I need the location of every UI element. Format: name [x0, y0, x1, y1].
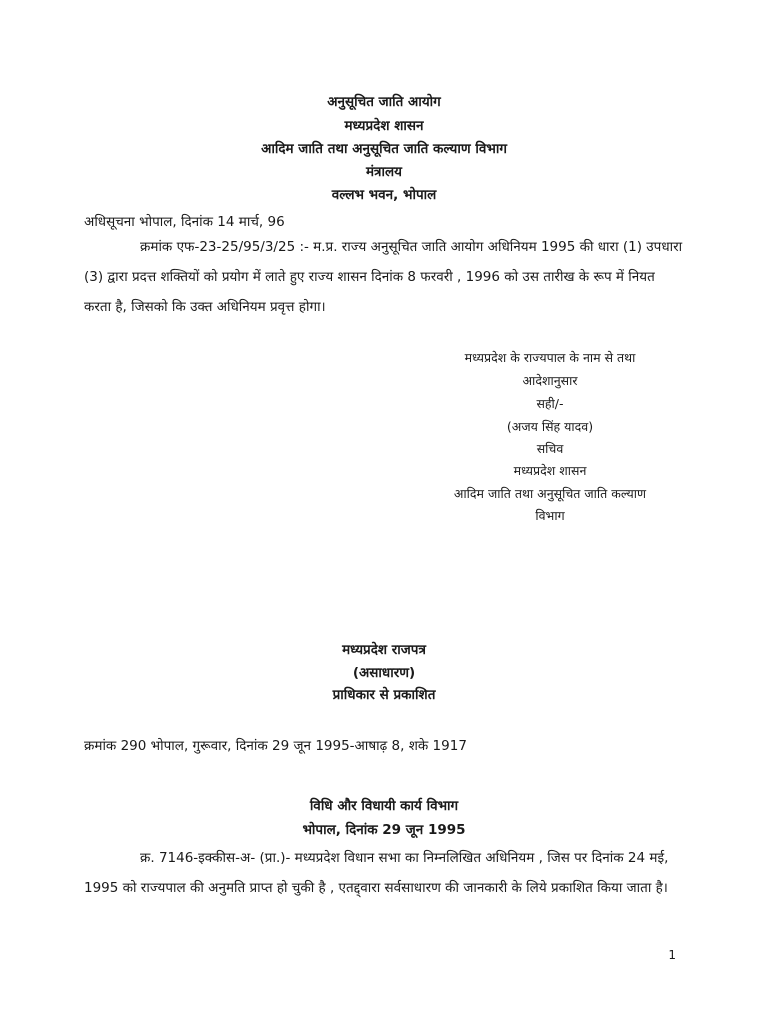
signature-line-2: आदेशानुसार	[522, 373, 578, 388]
signature-name: (अजय सिंह यादव)	[506, 419, 594, 434]
law-department-date: भोपाल, दिनांक 29 जून 1995	[302, 822, 466, 838]
header-ministry: मंत्रालय	[365, 164, 402, 180]
notification-date-line: अधिसूचना भोपाल, दिनांक 14 मार्च, 96	[84, 214, 285, 230]
page-number: 1	[668, 948, 676, 962]
header-department: आदिम जाति तथा अनुसूचित जाति कल्याण विभाग	[261, 141, 507, 157]
signature-line-3: सही/-	[536, 396, 564, 411]
header-address: वल्लभ भवन, भोपाल	[331, 187, 437, 203]
signature-line-1: मध्यप्रदेश के राज्यपाल के नाम से तथा	[464, 350, 636, 365]
signature-department-2: विभाग	[535, 508, 565, 523]
gazette-authority: प्राधिकार से प्रकाशित	[332, 687, 436, 703]
notification-body: क्रमांक एफ-23-25/95/3/25 :- म.प्र. राज्य अनुसूचित जाति आयोग अधिनियम 1995 की धारा (1) उपधारा (3) द्वारा प्रदत्त शक्तियों को प्रयोग में लाते हुए राज्य शासन दिनांक 8 फरवरी , 1996 को उस तारीख के रूप में नियत करता है, जिसको कि उक्त अधिनियम प्रवृत्त होगा।	[84, 239, 683, 315]
gazette-title: मध्यप्रदेश राजपत्र	[342, 642, 426, 658]
header-government: मध्यप्रदेश शासन	[344, 118, 424, 134]
law-department-title: विधि और विधायी कार्य विभाग	[309, 798, 459, 814]
gazette-number-line: क्रमांक 290 भोपाल, गुरूवार, दिनांक 29 जून 1995-आषाढ़ 8, शके 1917	[84, 738, 467, 754]
gazette-extraordinary: (असाधारण)	[352, 665, 416, 681]
header-commission: अनुसूचित जाति आयोग	[327, 94, 441, 110]
signature-designation: सचिव	[536, 441, 564, 456]
signature-department-1: आदिम जाति तथा अनुसूचित जाति कल्याण	[453, 486, 647, 501]
signature-government: मध्यप्रदेश शासन	[513, 463, 587, 478]
law-department-body: क्र. 7146-इक्कीस-अ- (प्रा.)- मध्यप्रदेश विधान सभा का निम्नलिखित अधिनियम , जिस पर दिनांक 24 मई, 1995 को राज्यपाल की अनुमति प्राप्त हो चुकी है , एतद्द्वारा सर्वसाधारण की जानकारी के लिये प्रकाशित किया जाता है।	[84, 850, 669, 896]
